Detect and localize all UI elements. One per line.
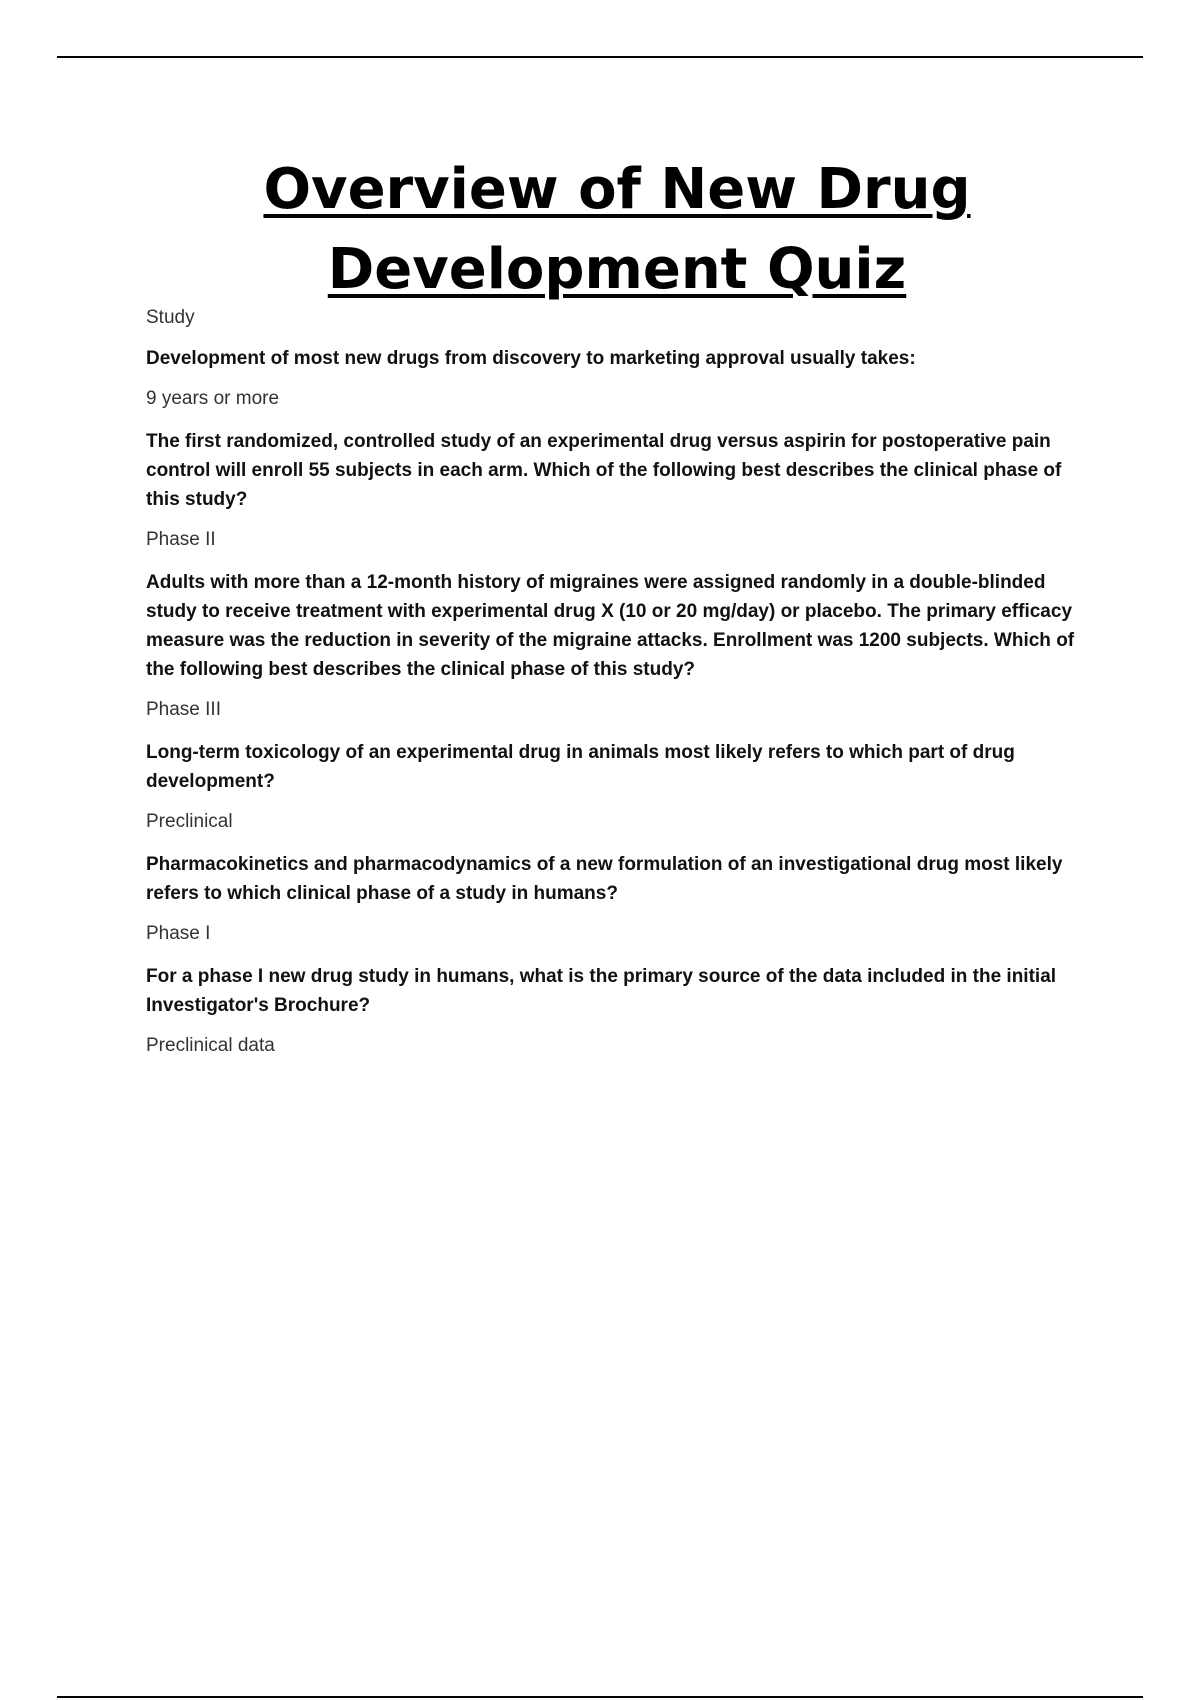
qa-item: [146, 962, 1096, 1060]
answer-text: Phase III: [146, 699, 221, 720]
answer-text: Phase I: [146, 923, 211, 944]
answer-text: Preclinical: [146, 811, 233, 832]
title-line-1: Overview of New Drug: [263, 157, 971, 222]
top-rule: [57, 56, 1143, 58]
title-line-2: Development Quiz: [327, 237, 907, 302]
answer-text: 9 years or more: [146, 388, 280, 409]
qa-item: [146, 738, 1096, 836]
question-text: Development of most new drugs from discovery to marketing approval usually takes:: [146, 348, 916, 369]
qa-item: [146, 344, 1096, 413]
bottom-rule: [57, 1696, 1143, 1698]
question-text: Long-term toxicology of an experimental drug in animals most likely refers to which part of drug development?: [146, 742, 1015, 792]
answer-text: Preclinical data: [146, 1035, 275, 1056]
question-text: Pharmacokinetics and pharmacodynamics of a new formulation of an investigational drug most likely refers to which clinical phase of a study in humans?: [146, 854, 1063, 904]
question-text: For a phase I new drug study in humans, what is the primary source of the data included in the initial Investigator's Brochure?: [146, 966, 1057, 1016]
qa-item: [146, 568, 1096, 724]
question-text: The first randomized, controlled study of an experimental drug versus aspirin for postoperative pain control will enroll 55 subjects in each arm. Which of the following best describes the clinical phase of this study?: [146, 431, 1062, 510]
qa-item: [146, 850, 1096, 948]
answer-text: Phase II: [146, 529, 216, 550]
section-label: Study: [146, 307, 195, 328]
question-text: Adults with more than a 12-month history of migraines were assigned randomly in a double-blinded study to receive treatment with experimental drug X (10 or 20 mg/day) or placebo. The primary efficacy measure was the reduction in severity of the migraine attacks. Enrollment was 1200 subjects. Which of the following best describes the clinical phase of this study?: [146, 572, 1075, 680]
document-title: [200, 150, 1034, 310]
qa-item: [146, 427, 1096, 554]
quiz-content: [146, 304, 1096, 1074]
